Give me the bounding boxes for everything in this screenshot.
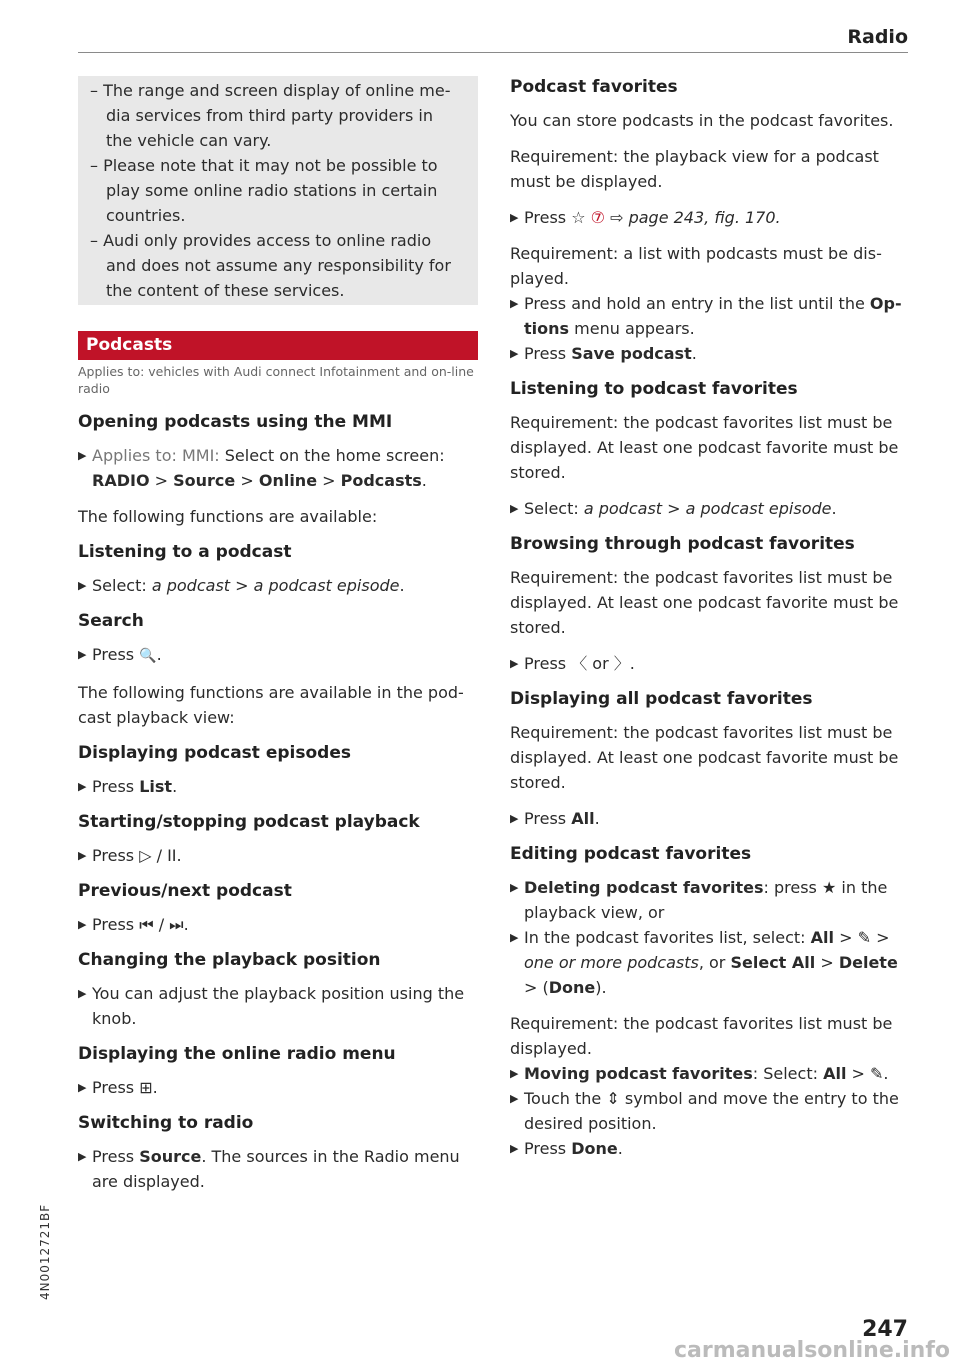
page-number: 247 — [862, 1317, 908, 1342]
heading-startstop: Starting/stopping podcast playback — [78, 812, 420, 832]
heading-prevnext: Previous/next podcast — [78, 881, 292, 901]
bullet-triangle-icon: ▶ — [78, 918, 87, 931]
menu-grid-icon: ⊞ — [139, 1078, 153, 1097]
left-column — [78, 76, 478, 1205]
heading-favorites: Podcast favorites — [510, 77, 678, 97]
step-hold: ▶ Press and hold an entry in the list until the Op-tions menu appears. — [510, 291, 908, 341]
star-outline-icon: ☆ — [571, 208, 586, 227]
step-opening: ▶ Applies to: MMI: Select on the home screen: RADIO > Source > Online > Podcasts. — [78, 443, 478, 493]
bullet-triangle-icon: ▶ — [510, 297, 519, 310]
step-listening: ▶ Select: a podcast > a podcast episode. — [78, 573, 478, 598]
heading-opening: Opening podcasts using the MMI — [78, 412, 393, 432]
heading-menu: Displaying the online radio menu — [78, 1044, 396, 1064]
step-all: ▶ Press All. — [510, 806, 908, 831]
section-title: Radio — [847, 26, 908, 48]
bullet-triangle-icon: ▶ — [78, 1081, 87, 1094]
bullet-triangle-icon: ▶ — [510, 1092, 519, 1105]
req-fav-short: Requirement: the podcast favorites list must be displayed. — [510, 1014, 893, 1058]
step-position: ▶ You can adjust the playback position using the knob. — [78, 981, 478, 1031]
bullet-triangle-icon: ▶ — [510, 657, 519, 670]
step-fav-press: ▶ Press ☆ ⑦ ⇨ page 243, fig. 170. — [510, 205, 908, 230]
arrow-icons: 〈 or 〉 — [571, 654, 630, 673]
step-done: ▶ Press Done. — [510, 1136, 908, 1161]
req-fav-2: Requirement: the podcast favorites list must be displayed. At least one podcast favorite must be stored. — [510, 568, 899, 637]
step-episodes: ▶ Press List. — [78, 774, 478, 799]
req-playback: Requirement: the playback view for a podcast must be displayed. — [510, 147, 879, 191]
step-inlist: ▶ In the podcast favorites list, select: All > ✎ > one or more podcasts, or Select All > Delete > (Done). — [510, 925, 908, 1000]
req-fav-3: Requirement: the podcast favorites list must be displayed. At least one podcast favorite must be stored. — [510, 723, 899, 792]
step-browse: ▶ Press 〈 or 〉. — [510, 651, 908, 676]
note-item: – The range and screen display of online me-dia services from third party providers in the vehicle can vary. — [90, 81, 451, 150]
callout-7-icon: ⑦ — [590, 208, 605, 227]
bullet-triangle-icon: ▶ — [510, 211, 519, 224]
step-touch: ▶ Touch the ⇕ symbol and move the entry to the desired position. — [510, 1086, 908, 1136]
podcasts-banner: Podcasts — [78, 331, 478, 360]
step-search: ▶ Press 🔍. — [78, 642, 478, 669]
heading-browse: Browsing through podcast favorites — [510, 534, 855, 554]
heading-listen-fav: Listening to podcast favorites — [510, 379, 798, 399]
step-prevnext: ▶ Press ⏮ / ⏭. — [78, 912, 478, 937]
search-icon: 🔍 — [139, 648, 157, 664]
req-list: Requirement: a list with podcasts must be dis-played. — [510, 244, 882, 288]
bullet-triangle-icon: ▶ — [510, 881, 519, 894]
bullet-triangle-icon: ▶ — [510, 1067, 519, 1080]
bullet-triangle-icon: ▶ — [510, 812, 519, 825]
star-filled-icon: ★ — [821, 878, 837, 897]
bullet-triangle-icon: ▶ — [78, 780, 87, 793]
bullet-triangle-icon: ▶ — [510, 502, 519, 515]
bullet-triangle-icon: ▶ — [78, 849, 87, 862]
step-startstop: ▶ Press ▷ / II. — [78, 843, 478, 868]
bullet-triangle-icon: ▶ — [78, 579, 87, 592]
header-rule — [78, 52, 908, 53]
step-listen-fav: ▶ Select: a podcast > a podcast episode. — [510, 496, 908, 521]
edit-icon: ✎ — [870, 1064, 884, 1083]
fav-intro: You can store podcasts in the podcast favorites. — [510, 111, 894, 130]
heading-listening: Listening to a podcast — [78, 542, 292, 562]
heading-edit: Editing podcast favorites — [510, 844, 752, 864]
step-moving: ▶ Moving podcast favorites: Select: All > ✎. — [510, 1061, 908, 1086]
note-item: – Please note that it may not be possible to play some online radio stations in certain countries. — [90, 156, 438, 225]
req-fav-1: Requirement: the podcast favorites list must be displayed. At least one podcast favorite must be stored. — [510, 413, 899, 482]
note-item: – Audi only provides access to online radio and does not assume any responsibility for the content of these services. — [90, 231, 451, 300]
step-delete: ▶ Deleting podcast favorites: press ★ in the playback view, or — [510, 875, 908, 925]
functions-text: The following functions are available: — [78, 507, 378, 526]
bullet-triangle-icon: ▶ — [78, 987, 87, 1000]
note-box — [78, 76, 478, 305]
heading-switch: Switching to radio — [78, 1113, 254, 1133]
bullet-triangle-icon: ▶ — [510, 931, 519, 944]
step-menu: ▶ Press ⊞. — [78, 1075, 478, 1100]
heading-search: Search — [78, 611, 144, 631]
bullet-triangle-icon: ▶ — [78, 1150, 87, 1163]
functions2-text: The following functions are available in the pod-cast playback view: — [78, 683, 464, 727]
heading-all: Displaying all podcast favorites — [510, 689, 813, 709]
bullet-triangle-icon: ▶ — [510, 347, 519, 360]
document-code: 4N0012721BF — [38, 1203, 52, 1300]
skip-icon: ⏮ / ⏭ — [139, 915, 184, 934]
play-pause-icon: ▷ / II — [139, 846, 177, 865]
heading-position: Changing the playback position — [78, 950, 381, 970]
bullet-triangle-icon: ▶ — [510, 1142, 519, 1155]
step-save: ▶ Press Save podcast. — [510, 341, 908, 366]
move-arrows-icon: ⇕ — [606, 1089, 620, 1108]
applies-note: Applies to: vehicles with Audi connect Infotainment and on-line radio — [78, 364, 474, 396]
right-column — [510, 76, 908, 1172]
watermark: carmanualsonline.info — [674, 1338, 950, 1363]
bullet-triangle-icon: ▶ — [78, 648, 87, 661]
edit-icon: ✎ — [857, 928, 871, 947]
bullet-triangle-icon: ▶ — [78, 449, 87, 462]
heading-episodes: Displaying podcast episodes — [78, 743, 351, 763]
step-switch: ▶ Press Source. The sources in the Radio menu are displayed. — [78, 1144, 478, 1194]
